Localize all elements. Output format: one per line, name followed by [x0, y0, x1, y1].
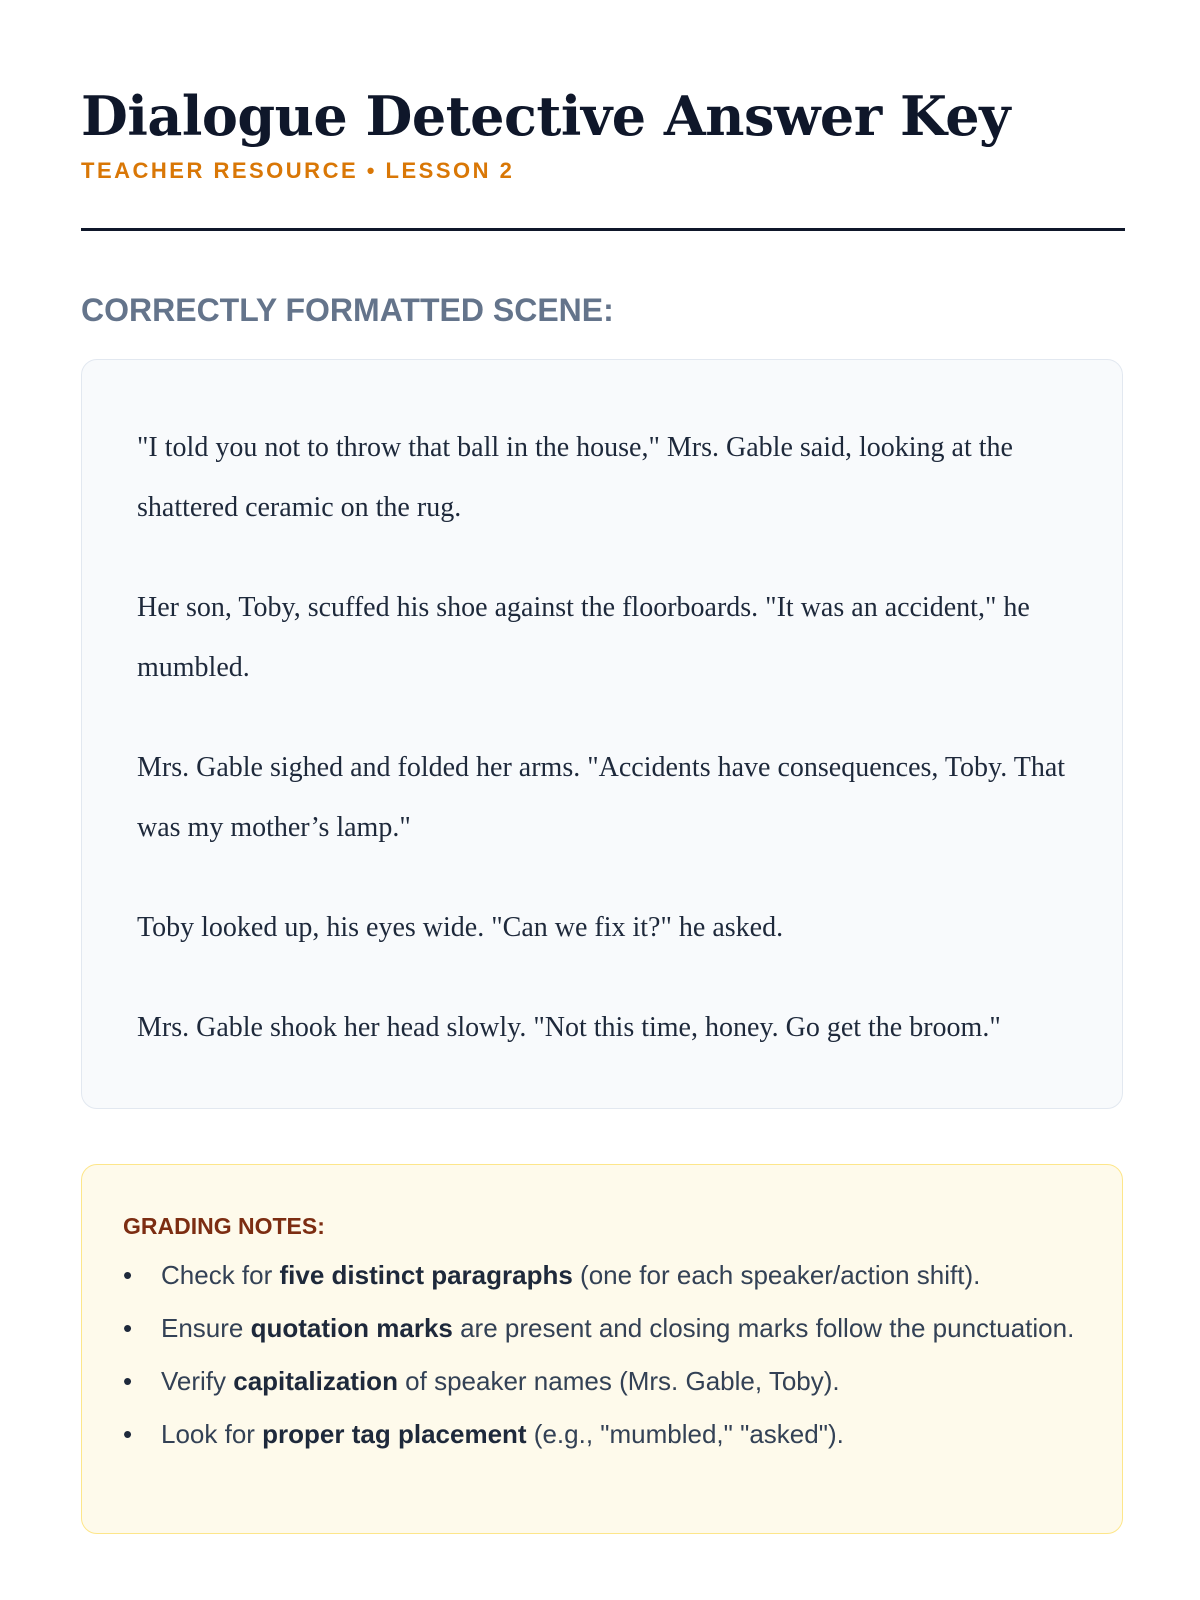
scene-paragraph: Mrs. Gable shook her head slowly. "Not this time, honey. Go get the broom." [137, 1012, 1001, 1043]
grading-notes-heading: GRADING NOTES: [123, 1213, 325, 1239]
note-text: are present and closing marks follow the punctuation. [452, 1313, 1075, 1343]
scene-box [81, 359, 1123, 1109]
note-emphasis: quotation marks [250, 1313, 453, 1343]
bullet-icon: • [123, 1419, 133, 1449]
grading-notes-list [123, 1255, 1082, 1454]
note-text: (one for each speaker/action shift). [572, 1260, 981, 1290]
grading-note-item [123, 1308, 1082, 1348]
bullet-icon: • [123, 1366, 133, 1396]
page-subtitle: TEACHER RESOURCE • LESSON 2 [81, 158, 515, 183]
note-emphasis: five distinct paragraphs [279, 1260, 573, 1290]
scene-paragraph: Toby looked up, his eyes wide. "Can we fix it?" he asked. [137, 912, 784, 943]
note-text: of speaker names (Mrs. Gable, Toby). [397, 1366, 840, 1396]
grading-note-item [123, 1255, 1082, 1295]
page-title: Dialogue Detective Answer Key [81, 84, 1011, 148]
grading-note-item [123, 1414, 1082, 1454]
scene-paragraph: "I told you not to throw that ball in the house," Mrs. Gable said, looking at the shattered ceramic on the rug. [137, 432, 1013, 523]
grading-notes-box [81, 1164, 1123, 1534]
scene-paragraph: Her son, Toby, scuffed his shoe against the floorboards. "It was an accident," he mumbled. [137, 592, 1030, 683]
note-text: (e.g., "mumbled," "asked"). [526, 1419, 844, 1449]
note-text: Check for [161, 1260, 280, 1290]
header-divider [81, 228, 1125, 231]
note-text: Look for [161, 1419, 263, 1449]
note-text: Ensure [161, 1313, 251, 1343]
scene-heading: CORRECTLY FORMATTED SCENE: [81, 292, 614, 328]
bullet-icon: • [123, 1260, 133, 1290]
grading-note-item [123, 1361, 1082, 1401]
note-text: Verify [161, 1366, 234, 1396]
note-emphasis: proper tag placement [262, 1419, 527, 1449]
bullet-icon: • [123, 1313, 133, 1343]
scene-paragraph: Mrs. Gable sighed and folded her arms. "Accidents have consequences, Toby. That was my mother’s lamp." [137, 752, 1066, 843]
note-emphasis: capitalization [233, 1366, 398, 1396]
